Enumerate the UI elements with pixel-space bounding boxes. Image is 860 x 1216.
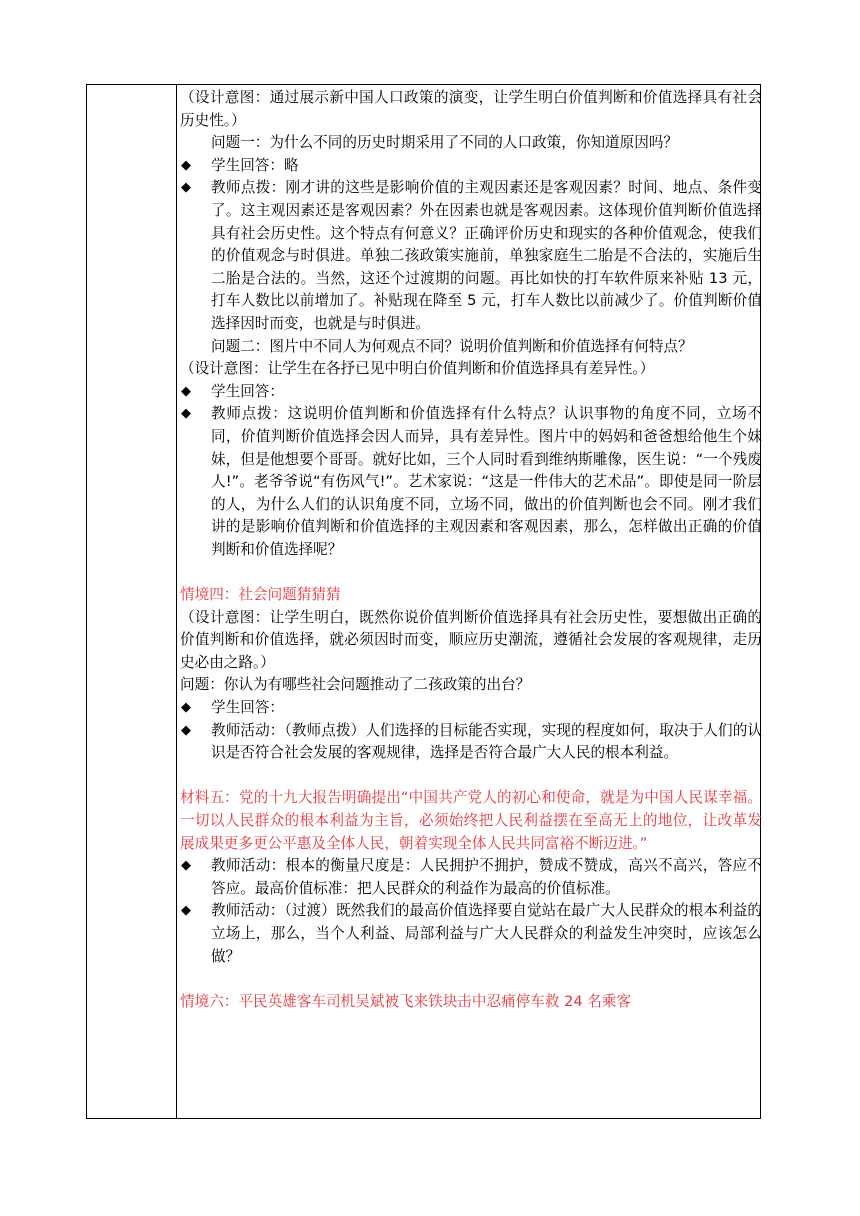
bullet-text: 教师活动：（教师点拨）人们选择的目标能否实现，实现的程度如何，取决于人们的认识是否符合社会发展的客观规律，选择是否符合最广大人民的根本利益。 <box>211 721 762 762</box>
diamond-bullet-icon: ◆ <box>181 858 191 874</box>
table-content-cell <box>178 85 760 1118</box>
bullet-item <box>180 720 762 765</box>
table-left-column <box>87 85 177 1118</box>
bullet-item <box>180 403 762 561</box>
bullet-item <box>180 855 762 900</box>
paragraph: （设计意图：让学生明白，既然你说价值判断价值选择具有社会历史性，要想做出正确的价值判断和价值选择，就必须因时而变，顺应历史潮流，遵循社会发展的客观规律，走历史必由之路。） <box>180 608 762 671</box>
bullet-text: 教师点拨：刚才讲的这些是影响价值的主观因素还是客观因素？时间、地点、条件变了。这主观因素还是客观因素？外在因素也就是客观因素。这体现价值判断价值选择具有社会历史性。这个特点有何意义？正确评价历史和现实的各种价值观念，使我们的价值观念与时俱进。单独二孩政策实施前，单独家庭生二胎是不合法的，实施后生二胎是合法的。当然，这还个过渡期的问题。再比如快的打车软件原来补贴 13 元，打车人数比以前增加了。补贴现在降至 5 元，打车人数比以前减少了。价值判断价值选择因时而变，也就是与时俱进。 <box>211 179 762 332</box>
diamond-bullet-icon: ◆ <box>181 180 191 196</box>
bullet-text: 学生回答：略 <box>211 156 299 174</box>
bullet-text: 学生回答： <box>211 382 284 400</box>
lesson-table <box>86 84 761 1119</box>
section-heading: 情境六：平民英雄客车司机吴斌被飞来铁块击中忍痛停车救 24 名乘客 <box>180 992 632 1010</box>
diamond-bullet-icon: ◆ <box>181 903 191 919</box>
diamond-bullet-icon: ◆ <box>181 383 191 399</box>
question-text: 问题一：为什么不同的历史时期采用了不同的人口政策，你知道原因吗？ <box>211 134 679 152</box>
bullet-text: 教师活动：根本的衡量尺度是：人民拥护不拥护，赞成不赞成，高兴不高兴，答应不答应。最高价值标准：把人民群众的利益作为最高的价值标准。 <box>211 857 762 897</box>
diamond-bullet-icon: ◆ <box>181 406 191 422</box>
bullet-item <box>180 177 762 335</box>
spacer <box>180 561 762 584</box>
section-heading: 情境四：社会问题猜猜猜 <box>180 586 341 604</box>
diamond-bullet-icon: ◆ <box>181 722 191 738</box>
section-heading: 材料五：党的十九大报告明确提出“中国共产党人的初心和使命，就是为中国人民谋幸福。一切以人民群众的根本利益为主旨，必须始终把人民利益摆在至高无上的地位，让改革发展成果更多更公平惠及全体人民，朝着实现全体人民共同富裕不断迈进。” <box>180 789 762 852</box>
diamond-bullet-icon: ◆ <box>181 700 191 716</box>
bullet-item <box>180 697 762 720</box>
bullet-item <box>180 155 762 178</box>
paragraph: （设计意图：让学生在各抒已见中明白价值判断和价值选择具有差异性。） <box>180 360 655 378</box>
lesson-content <box>180 87 762 1013</box>
question-text: 问题二：图片中不同人为何观点不同？说明价值判断和价值选择有何特点？ <box>211 337 693 355</box>
paragraph: 问题：你认为有哪些社会问题推动了二孩政策的出台？ <box>180 676 531 694</box>
bullet-item <box>180 381 762 404</box>
paragraph: （设计意图：通过展示新中国人口政策的演变，让学生明白价值判断和价值选择具有社会历史性。） <box>180 89 762 129</box>
spacer <box>180 968 762 991</box>
bullet-text: 教师活动：（过渡）既然我们的最高价值选择要自觉站在最广大人民群众的根本利益的立场上，那么，当个人利益、局部利益与广大人民群众的利益发生冲突时，应该怎么做？ <box>211 902 762 965</box>
bullet-text: 教师点拨：这说明价值判断和价值选择有什么特点？认识事物的角度不同，立场不同，价值判断价值选择会因人而异，具有差异性。图片中的妈妈和爸爸想给他生个妹妹，但是他想要个哥哥。就好比如，三个人同时看到维纳斯雕像，医生说：“一个残废人!”。老爷爷说“有伤风气!”。艺术家说：“这是一件伟大的艺术品”。即使是同一阶层的人，为什么人们的认识角度不同，立场不同，做出的价值判断也会不同。刚才我们讲的是影响价值判断和价值选择的主观因素和客观因素，那么，怎样做出正确的价值判断和价值选择呢？ <box>211 405 762 558</box>
diamond-bullet-icon: ◆ <box>181 157 191 173</box>
bullet-text: 学生回答： <box>211 699 284 717</box>
bullet-item <box>180 900 762 968</box>
spacer <box>180 765 762 788</box>
